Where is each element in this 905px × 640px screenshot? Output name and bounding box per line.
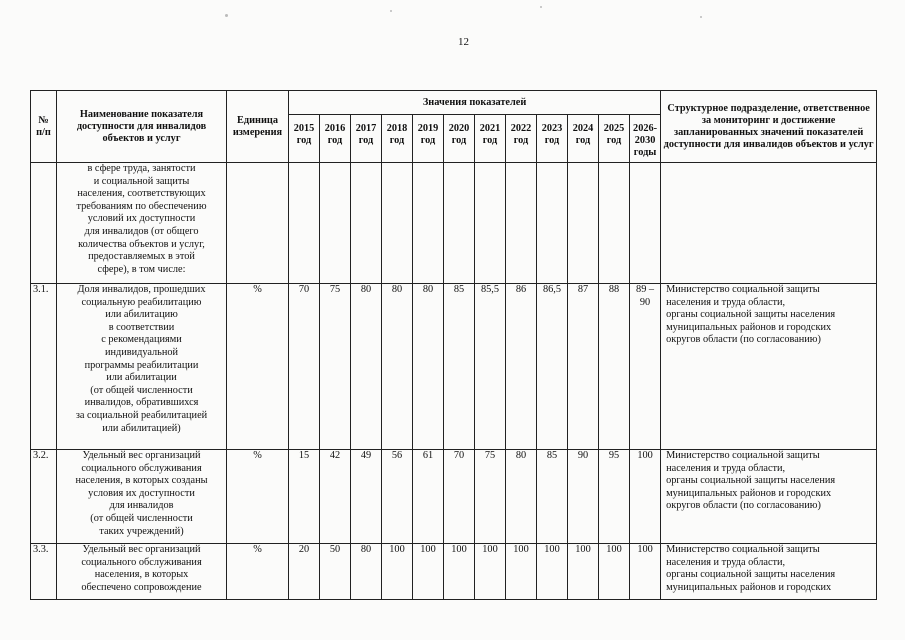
responsible-cell: Министерство социальной защиты населения и труда области, органы социальной защиты населения муниципальных районов и городских [661,544,877,600]
header-values-group: Значения показателей [289,91,661,115]
value-cell [382,163,413,284]
row-number [31,163,57,284]
value-cell [475,163,506,284]
responsible-cell: Министерство социальной защиты населения и труда области, органы социальной защиты населения муниципальных районов и городских округов области (по согласованию) [661,284,877,450]
value-cell: 90 [568,450,599,544]
value-cell: 100 [413,544,444,600]
value-cell [568,163,599,284]
value-cell [413,163,444,284]
header-year: 2015 год [289,115,320,163]
value-cell: 87 [568,284,599,450]
table-row [31,284,877,450]
scan-speck [225,14,228,17]
value-cell [506,163,537,284]
unit-cell: % [227,450,289,544]
value-cell [444,163,475,284]
value-cell: 80 [351,284,382,450]
row-number: 3.3. [31,544,57,600]
header-year: 2018 год [382,115,413,163]
value-cell: 86 [506,284,537,450]
value-cell: 15 [289,450,320,544]
value-cell: 80 [351,544,382,600]
value-cell [599,163,630,284]
value-cell: 75 [320,284,351,450]
value-cell: 86,5 [537,284,568,450]
value-cell [289,163,320,284]
value-cell [351,163,382,284]
row-number: 3.2. [31,450,57,544]
header-year: 2017 год [351,115,382,163]
unit-cell: % [227,284,289,450]
value-cell: 80 [506,450,537,544]
accessibility-indicators-table [30,90,877,600]
header-year: 2020 год [444,115,475,163]
value-cell: 100 [599,544,630,600]
header-indicator-name: Наименование показателя доступности для инвалидов объектов и услуг [57,91,227,163]
scan-speck [540,6,542,8]
value-cell: 80 [382,284,413,450]
value-cell: 100 [630,544,661,600]
responsible-cell: Министерство социальной защиты населения и труда области, органы социальной защиты населения муниципальных районов и городских округов области (по согласованию) [661,450,877,544]
row-number: 3.1. [31,284,57,450]
unit-cell: % [227,544,289,600]
value-cell: 100 [382,544,413,600]
value-cell: 100 [475,544,506,600]
value-cell: 49 [351,450,382,544]
scan-speck [700,16,702,18]
value-cell: 20 [289,544,320,600]
value-cell: 100 [444,544,475,600]
value-cell: 100 [630,450,661,544]
header-year: 2026- 2030 годы [630,115,661,163]
responsible-cell [661,163,877,284]
value-cell: 85,5 [475,284,506,450]
value-cell: 50 [320,544,351,600]
value-cell: 75 [475,450,506,544]
unit-cell [227,163,289,284]
header-year: 2016 год [320,115,351,163]
value-cell: 85 [444,284,475,450]
value-cell: 100 [568,544,599,600]
value-cell: 100 [506,544,537,600]
value-cell: 100 [537,544,568,600]
header-num: № п/п [31,91,57,163]
value-cell: 70 [289,284,320,450]
header-year: 2019 год [413,115,444,163]
page-number: 12 [458,36,469,48]
value-cell [320,163,351,284]
table-row [31,163,877,284]
value-cell: 61 [413,450,444,544]
value-cell: 80 [413,284,444,450]
indicator-name: Доля инвалидов, прошедших социальную реабилитацию или абилитацию в соответствии с рекомендациями индивидуальной программы реабилитации или абилитации (от общей численности инвалидов, обратившихся за социальной реабилитацией или абилитацией) [57,284,227,450]
value-cell: 56 [382,450,413,544]
value-cell: 70 [444,450,475,544]
value-cell: 85 [537,450,568,544]
header-year: 2025 год [599,115,630,163]
header-year: 2023 год [537,115,568,163]
table-row [31,544,877,600]
value-cell [537,163,568,284]
value-cell: 95 [599,450,630,544]
indicator-name: Удельный вес организаций социального обслуживания населения, в которых обеспечено сопровождение [57,544,227,600]
value-cell: 88 [599,284,630,450]
header-unit: Единица измерения [227,91,289,163]
value-cell: 89 – 90 [630,284,661,450]
value-cell [630,163,661,284]
value-cell: 42 [320,450,351,544]
header-year: 2024 год [568,115,599,163]
header-responsible: Структурное подразделение, ответственное за мониторинг и достижение запланированных значений показателей доступности для инвалидов объектов и услуг [661,91,877,163]
indicator-name: Удельный вес организаций социального обслуживания населения, в которых созданы условия их доступности для инвалидов (от общей численности таких учреждений) [57,450,227,544]
header-year: 2022 год [506,115,537,163]
indicator-name: в сфере труда, занятости и социальной защиты населения, соответствующих требованиям по обеспечению условий их доступности для инвалидов (от общего количества объектов и услуг, предоставляемых в этой сфере), в том числе: [57,163,227,284]
scan-speck [390,10,392,12]
table-row [31,450,877,544]
header-year: 2021 год [475,115,506,163]
